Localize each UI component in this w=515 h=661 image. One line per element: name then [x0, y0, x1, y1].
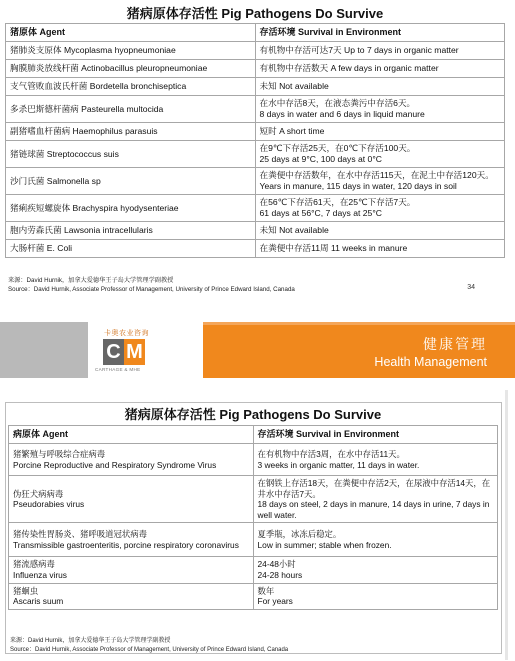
survival-cell: 在粪便中存活11周 11 weeks in manure	[255, 240, 505, 258]
banner-title-cn: 健康管理	[423, 336, 487, 352]
survival-cell: 在有机物中存活3周，在水中存活11天。 3 weeks in organic matter, 11 days in water.	[253, 444, 498, 476]
table-row	[9, 557, 498, 583]
health-management-banner	[0, 322, 515, 378]
source-cn: 来源：David Hurnik，加拿大爱德华王子岛大学管理学副教授	[10, 638, 171, 644]
table-row	[6, 222, 505, 240]
survival-cell: 有机物中存活可达7天 Up to 7 days in organic matter	[255, 42, 505, 60]
agent-cell: 副猪嗜血杆菌病 Haemophilus parasuis	[6, 123, 256, 141]
survival-cell: 在钢铁上存活18天，在粪便中存活2天，在尿液中存活14天，在井水中存活7天。 18 days on steel, 2 days in manure, 14 days in urine, 7 days in well water.	[253, 476, 498, 523]
virus-survival-table	[8, 405, 498, 610]
agent-cell: 大肠杆菌 E. Coli	[6, 240, 256, 258]
logo-chinese-name: 卡奥农业咨询	[104, 330, 149, 337]
agent-cell: 伪狂犬病病毒 Pseudorabies virus	[9, 476, 254, 523]
agent-cell: 胞内劳森氏菌 Lawsonia intracellularis	[6, 222, 256, 240]
table-title: 猪病原体存活性 Pig Pathogens Do Survive	[9, 406, 498, 426]
table-row	[6, 141, 505, 168]
agent-cell: 猪链球菌 Streptococcus suis	[6, 141, 256, 168]
header-agent: 猪原体 Agent	[6, 24, 256, 42]
header-agent: 病原体 Agent	[9, 426, 254, 444]
source-en: Source：David Hurnik, Associate Professor of Management, University of Prince Edward Island, Canada	[10, 646, 289, 653]
agent-cell: 多杀巴斯德杆菌病 Pasteurella multocida	[6, 96, 256, 123]
table-row	[6, 168, 505, 195]
survival-cell: 在9℃下存活25天，在0℃下存活100天。 25 days at 9°C, 100 days at 0°C	[255, 141, 505, 168]
table-row	[6, 195, 505, 222]
table-row	[9, 583, 498, 609]
survival-cell: 数年 For years	[253, 583, 498, 609]
source-note	[10, 637, 500, 654]
table-row	[6, 96, 505, 123]
logo-letter-c: C	[106, 341, 121, 363]
agent-cell: 支气管败血波氏杆菌 Bordetella bronchiseptica	[6, 78, 256, 96]
page-number: 34	[467, 284, 475, 291]
banner-orange-stripe	[203, 322, 515, 325]
table-row	[9, 444, 498, 476]
source-en: Source：David Hurnik, Associate Professor of Management, University of Prince Edward Island, Canada	[8, 286, 295, 293]
table-row	[9, 523, 498, 557]
agent-cell: 胸膜肺炎放线杆菌 Actinobacillus pleuropneumoniae	[6, 60, 256, 78]
slide-pathogens-bacteria	[0, 0, 515, 302]
agent-cell: 猪蛔虫 Ascaris suum	[9, 583, 254, 609]
agent-cell: 猪繁殖与呼吸综合症病毒 Porcine Reproductive and Respiratory Syndrome Virus	[9, 444, 254, 476]
logo-letter-m: M	[124, 339, 145, 365]
banner-title-en: Health Management	[374, 355, 487, 369]
header-survival: 存活环境 Survival in Environment	[253, 426, 498, 444]
table-row	[6, 240, 505, 258]
survival-cell: 在水中存活8天，在液态粪污中存活6天。 8 days in water and 6 days in liquid manure	[255, 96, 505, 123]
table-row	[6, 60, 505, 78]
agent-cell: 沙门氏菌 Salmonella sp	[6, 168, 256, 195]
logo-subtitle: CARTHAGE & MHE	[95, 367, 141, 372]
agent-cell: 猪流感病毒 Influenza virus	[9, 557, 254, 583]
source-note	[8, 276, 503, 294]
survival-cell: 24-48小时 24-28 hours	[253, 557, 498, 583]
source-cn: 来源：David Hurnik，加拿大爱德华王子岛大学管理学副教授	[8, 277, 174, 284]
survival-cell: 未知 Not available	[255, 78, 505, 96]
banner-gray-block	[0, 322, 88, 378]
agent-cell: 猪传染性胃肠炎、猪呼吸道冠状病毒 Transmissible gastroenteritis, porcine respiratory coronavirus	[9, 523, 254, 557]
survival-cell: 有机物中存活数天 A few days in organic matter	[255, 60, 505, 78]
survival-cell: 在粪便中存活数年，在水中存活115天，在泥土中存活120天。 Years in manure, 115 days in water, 120 days in soil	[255, 168, 505, 195]
table-row	[6, 123, 505, 141]
agent-cell: 猪痢疾短螺旋体 Brachyspira hyodysenteriae	[6, 195, 256, 222]
header-survival: 存活环境 Survival in Environment	[255, 24, 505, 42]
survival-cell: 夏季瓶，冰冻后稳定。 Low in summer; stable when frozen.	[253, 523, 498, 557]
cm-logo-icon	[103, 339, 145, 365]
agent-cell: 猪肺炎支原体 Mycoplasma hyopneumoniae	[6, 42, 256, 60]
survival-cell: 短时 A short time	[255, 123, 505, 141]
bacteria-survival-table	[5, 3, 505, 258]
table-row	[9, 476, 498, 523]
survival-cell: 在56℃下存活61天，在25℃下存活7天。 61 days at 56°C, 7 days at 25°C	[255, 195, 505, 222]
table-row	[6, 78, 505, 96]
table-title: 猪病原体存活性 Pig Pathogens Do Survive	[6, 4, 505, 24]
table-row	[6, 42, 505, 60]
page-edge-stripe	[505, 390, 508, 660]
survival-cell: 未知 Not available	[255, 222, 505, 240]
